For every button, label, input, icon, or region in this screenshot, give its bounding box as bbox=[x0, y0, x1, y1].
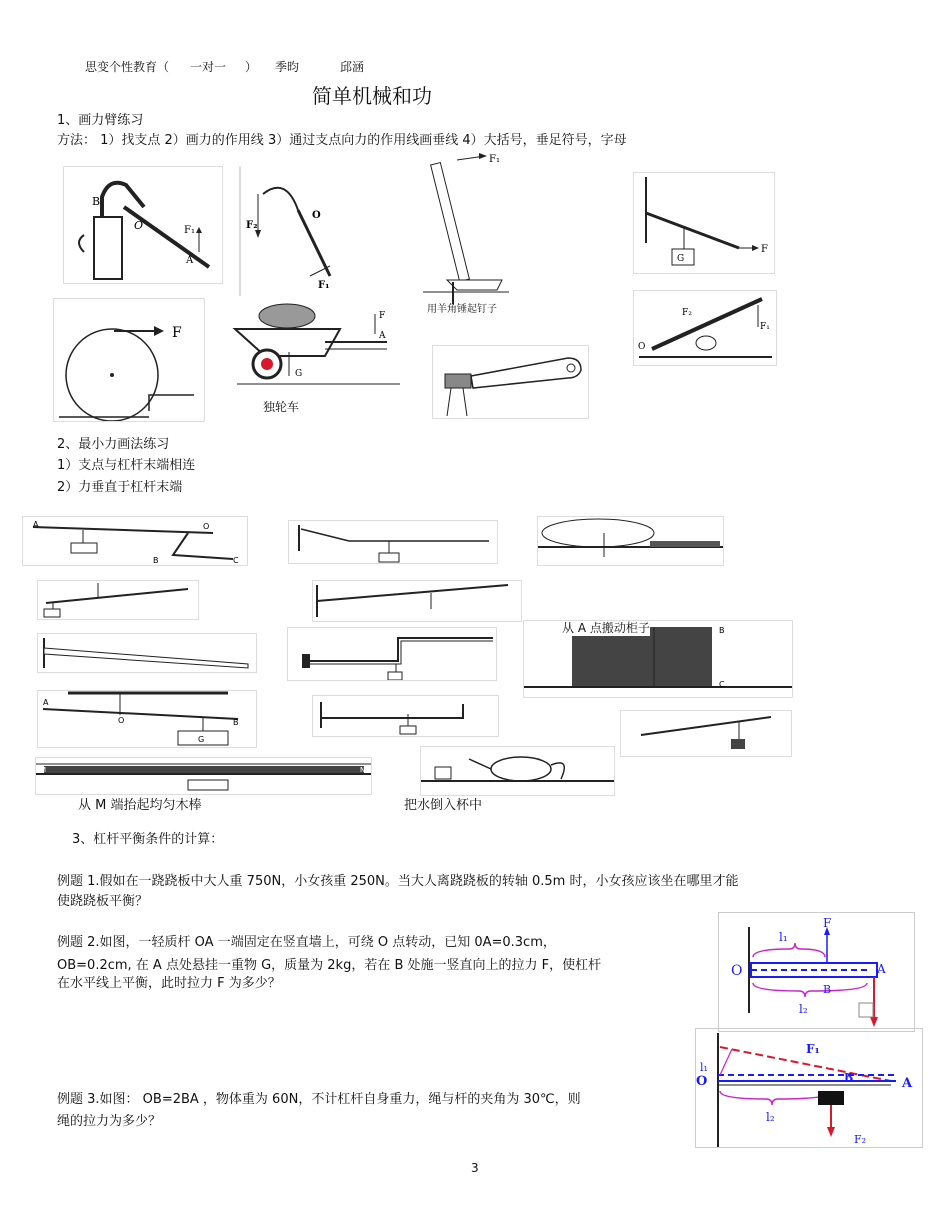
section2-heading: 2、最小力画法练习 bbox=[57, 437, 170, 452]
svg-text:F₁: F₁ bbox=[760, 322, 770, 332]
svg-text:F: F bbox=[379, 311, 386, 321]
svg-text:F₂: F₂ bbox=[682, 308, 692, 318]
svg-text:F₁: F₁ bbox=[806, 1042, 820, 1056]
svg-text:A: A bbox=[33, 520, 39, 529]
pump-lever-figure bbox=[63, 166, 223, 284]
svg-text:A: A bbox=[902, 1076, 913, 1091]
svg-text:l₁: l₁ bbox=[779, 930, 788, 944]
section2-rule2: 2）力垂直于杠杆末端 bbox=[57, 480, 183, 495]
svg-text:B: B bbox=[153, 556, 159, 565]
wheelbarrow-caption: 独轮车 bbox=[263, 400, 300, 414]
hammer-caption: 用羊角锤起钉子 bbox=[427, 304, 497, 315]
svg-text:F: F bbox=[823, 916, 832, 930]
svg-text:A: A bbox=[43, 698, 49, 707]
stick-caption: 从 M 端抬起均匀木棒 bbox=[78, 798, 202, 813]
svg-text:A: A bbox=[877, 962, 886, 976]
cabinet-figure bbox=[523, 620, 793, 698]
teapot-figure bbox=[420, 746, 615, 796]
knife-figure bbox=[633, 290, 777, 366]
example1-line2: 使跷跷板平衡？ bbox=[57, 894, 149, 909]
hammer-figure bbox=[417, 152, 515, 320]
svg-text:O: O bbox=[203, 522, 210, 531]
svg-text:B: B bbox=[823, 983, 832, 996]
uniform-stick-figure bbox=[35, 757, 372, 795]
wrench-figure bbox=[432, 345, 589, 419]
example2-line1: 例题 2.如图，一轻质杆 OA 一端固定在竖直墙上，可绕 O 点转动，已知 0A=0.3cm， bbox=[57, 935, 556, 950]
svg-text:C: C bbox=[719, 680, 725, 689]
svg-text:B: B bbox=[719, 626, 725, 635]
example3-line1: 例题 3.如图： OB=2BA ，物体重为 60N，不计杠杆自身重力，绳与杆的夹角为 30℃，则 bbox=[57, 1092, 581, 1107]
svg-text:F₁: F₁ bbox=[318, 280, 330, 291]
svg-text:M: M bbox=[40, 766, 47, 774]
svg-text:O: O bbox=[731, 963, 743, 979]
svg-text:F: F bbox=[761, 244, 768, 255]
section2-rule1: 1）支点与杠杆末端相连 bbox=[57, 458, 196, 473]
svg-text:B: B bbox=[92, 195, 101, 208]
svg-text:A: A bbox=[379, 331, 386, 341]
wheelbarrow-figure bbox=[225, 294, 405, 422]
example2-figure bbox=[718, 912, 915, 1032]
example1-line1: 例题 1.假如在一跷跷板中大人重 750N，小女孩重 250N。当大人离跷跷板的转轴 0.5m 时，小女孩应该坐在哪里才能 bbox=[57, 874, 739, 889]
wall-lever-figure bbox=[633, 172, 775, 274]
svg-text:N: N bbox=[360, 766, 366, 774]
svg-text:G: G bbox=[677, 254, 685, 264]
header-school: 思变个性教育（ bbox=[85, 60, 170, 74]
min-force-figure-3 bbox=[537, 516, 724, 566]
wheel-step-figure bbox=[53, 298, 205, 422]
svg-text:l₂: l₂ bbox=[799, 1002, 808, 1016]
min-force-figure-10 bbox=[620, 710, 792, 757]
svg-text:G: G bbox=[198, 735, 205, 744]
min-force-figure-5 bbox=[312, 580, 522, 622]
min-force-figure-6 bbox=[37, 633, 257, 673]
svg-text:F₂: F₂ bbox=[246, 220, 258, 231]
svg-text:B: B bbox=[233, 718, 239, 727]
min-force-figure-8 bbox=[37, 690, 257, 748]
min-force-figure-2 bbox=[288, 520, 498, 564]
svg-text:l₂: l₂ bbox=[766, 1110, 775, 1124]
svg-text:F₁: F₁ bbox=[184, 225, 195, 236]
svg-text:G: G bbox=[295, 369, 303, 379]
example3-figure bbox=[695, 1028, 923, 1148]
svg-text:l₁: l₁ bbox=[700, 1061, 708, 1074]
svg-text:O: O bbox=[696, 1074, 708, 1089]
svg-text:B: B bbox=[844, 1071, 854, 1084]
svg-text:A: A bbox=[186, 255, 194, 266]
min-force-figure-4 bbox=[37, 580, 199, 620]
svg-text:O: O bbox=[638, 342, 646, 352]
min-force-figure-7 bbox=[287, 627, 497, 681]
svg-text:C: C bbox=[233, 556, 239, 565]
section1-method: 方法： 1）找支点 2）画力的作用线 3）通过支点向力的作用线画垂线 4）大括号，垂足符号，字母 bbox=[57, 133, 627, 148]
bent-lever-figure bbox=[238, 166, 348, 296]
svg-text:O: O bbox=[118, 716, 125, 725]
example3-line2: 绳的拉力为多少？ bbox=[57, 1114, 162, 1129]
header-mode: 一对一 bbox=[190, 60, 227, 74]
section3-heading: 3、杠杆平衡条件的计算： bbox=[72, 832, 224, 847]
page-title: 简单机械和功 bbox=[312, 84, 432, 108]
cabinet-caption: 从 A 点搬动柜子 bbox=[562, 621, 650, 635]
svg-text:O: O bbox=[312, 210, 321, 221]
header-student: 邱涵 bbox=[340, 60, 365, 74]
svg-text:F₂: F₂ bbox=[854, 1133, 867, 1146]
header-teacher: 季昀 bbox=[275, 60, 300, 74]
svg-text:F₁: F₁ bbox=[489, 154, 500, 165]
example2-line3: 在水平线上平衡，此时拉力 F 为多少？ bbox=[57, 976, 281, 991]
header-close: ） bbox=[245, 60, 258, 74]
example2-line2: OB=0.2cm, 在 A 点处悬挂一重物 G，质量为 2kg，若在 B 处施一竖直向上的拉力 F，使杠杆 bbox=[57, 958, 602, 973]
svg-text:O: O bbox=[134, 219, 144, 232]
teapot-caption: 把水倒入杯中 bbox=[404, 798, 483, 813]
min-force-figure-9 bbox=[312, 695, 499, 737]
min-force-figure-1 bbox=[22, 516, 248, 566]
page-number: 3 bbox=[471, 1161, 479, 1175]
svg-text:F: F bbox=[172, 325, 182, 341]
section1-heading: 1、画力臂练习 bbox=[57, 113, 144, 128]
